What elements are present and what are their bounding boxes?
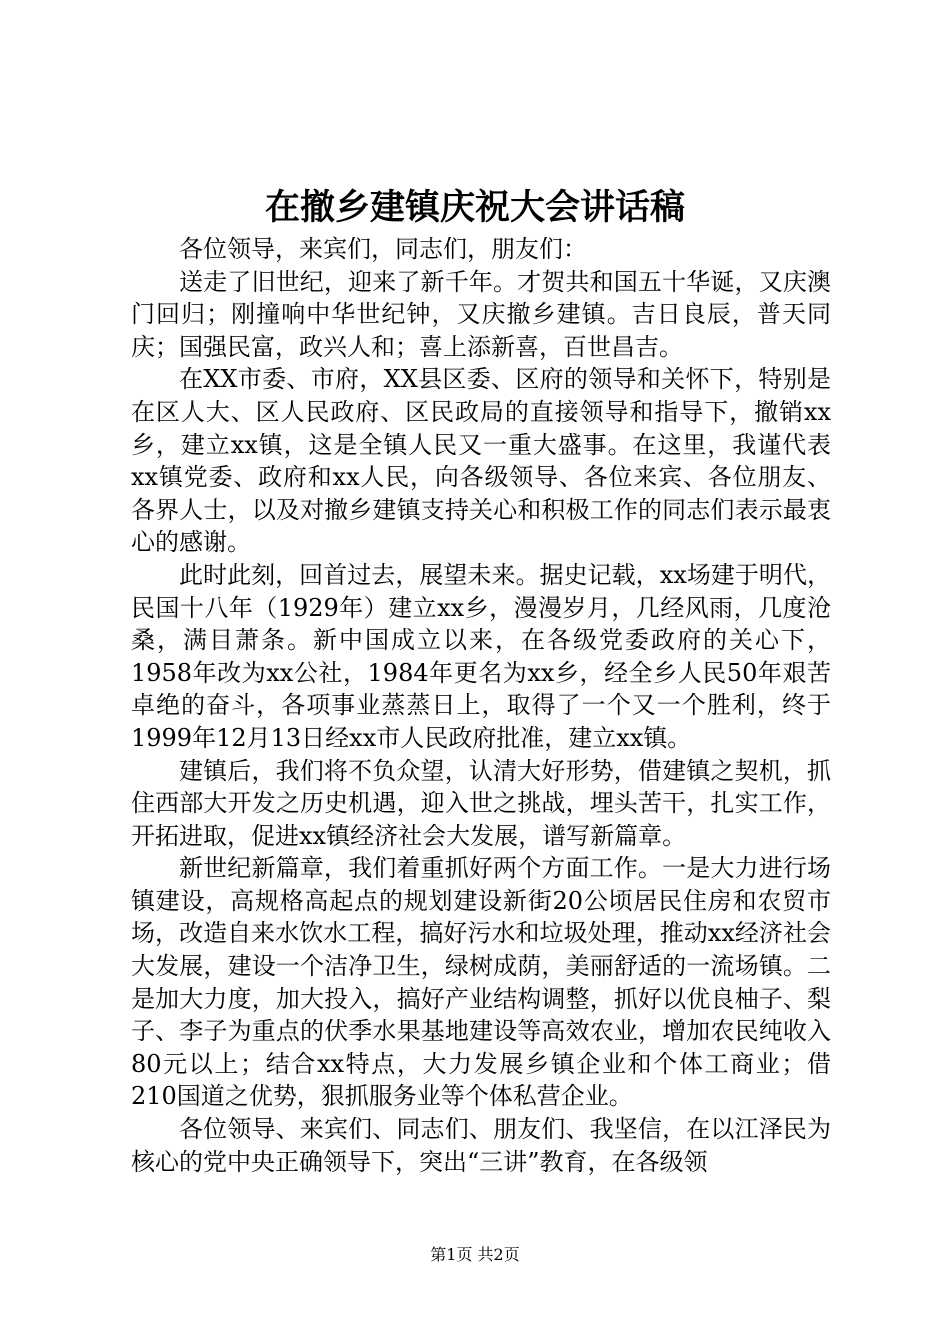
page-number-footer: 第1页 共2页 <box>430 1245 520 1264</box>
document-title: 在撤乡建镇庆祝大会讲话稿 <box>264 187 685 228</box>
document-body <box>131 233 831 1178</box>
paragraph: 建镇后，我们将不负众望，认清大好形势，借建镇之契机，抓住西部大开发之历史机遇，迎入世之挑战，埋头苦干，扎实工作，开拓进取，促进xx镇经济社会大发展，谱写新篇章。 <box>131 756 831 850</box>
paragraph: 在XX市委、市府，XX县区委、区府的领导和关怀下，特别是在区人大、区人民政府、区民政局的直接领导和指导下，撤销xx乡，建立xx镇，这是全镇人民又一重大盛事。在这里，我谨代表xx镇党委、政府和xx人民，向各级领导、各位来宾、各位朋友、各界人士，以及对撤乡建镇支持关心和积极工作的同志们表示最衷心的感谢。 <box>131 365 831 557</box>
paragraph-greeting: 各位领导，来宾们，同志们，朋友们： <box>179 235 587 263</box>
paragraph: 此时此刻，回首过去，展望未来。据史记载，xx场建于明代，民国十八年（1929年）建立xx乡，漫漫岁月，几经风雨，几度沧桑，满目萧条。新中国成立以来，在各级党委政府的关心下，1958年改为xx公社，1984年更名为xx乡，经全乡人民50年艰苦卓绝的奋斗，各项事业蒸蒸日上，取得了一个又一个胜利，终于1999年12月13日经xx市人民政府批准，建立xx镇。 <box>131 560 831 752</box>
paragraph: 新世纪新篇章，我们着重抓好两个方面工作。一是大力进行场镇建设，高规格高起点的规划建设新街20公顷居民住房和农贸市场，改造自来水饮水工程，搞好污水和垃圾处理，推动xx经济社会大发展，建设一个洁净卫生，绿树成荫，美丽舒适的一流场镇。二是加大力度，加大投入，搞好产业结构调整，抓好以优良柚子、梨子、李子为重点的伏季水果基地建设等高效农业，增加农民纯收入80元以上；结合xx特点，大力发展乡镇企业和个体工商业；借210国道之优势，狠抓服务业等个体私营企业。 <box>131 854 831 1111</box>
paragraph: 送走了旧世纪，迎来了新千年。才贺共和国五十华诞，又庆澳门回归；刚撞响中华世纪钟，又庆撤乡建镇。吉日良辰，普天同庆；国强民富，政兴人和；喜上添新喜，百世昌吉。 <box>131 267 831 361</box>
paragraph: 各位领导、来宾们、同志们、朋友们、我坚信，在以江泽民为核心的党中央正确领导下，突出“三讲”教育，在各级领 <box>131 1115 831 1176</box>
